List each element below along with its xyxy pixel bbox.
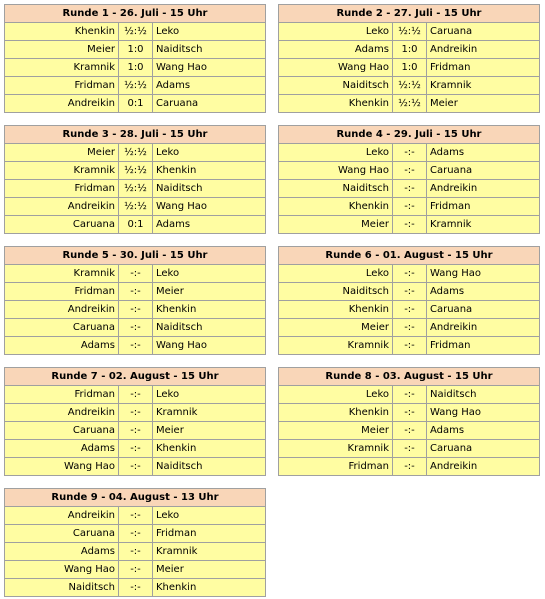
black-player: Wang Hao — [153, 59, 266, 77]
game-result: -:- — [119, 319, 153, 337]
game-result: -:- — [119, 337, 153, 355]
white-player: Andreikin — [5, 95, 119, 113]
white-player: Khenkin — [279, 198, 393, 216]
black-player: Caruana — [427, 440, 540, 458]
game-row — [5, 458, 266, 476]
round-header: Runde 1 - 26. Juli - 15 Uhr — [5, 5, 266, 23]
game-result: -:- — [119, 543, 153, 561]
game-result: ½:½ — [119, 180, 153, 198]
game-row — [279, 440, 540, 458]
game-result: 1:0 — [393, 41, 427, 59]
game-row — [5, 422, 266, 440]
game-row — [5, 180, 266, 198]
game-row — [5, 59, 266, 77]
game-row — [5, 561, 266, 579]
game-result: -:- — [119, 404, 153, 422]
black-player: Kramnik — [427, 216, 540, 234]
game-result: -:- — [393, 216, 427, 234]
white-player: Fridman — [5, 283, 119, 301]
white-player: Khenkin — [279, 404, 393, 422]
game-result: -:- — [119, 422, 153, 440]
black-player: Adams — [153, 216, 266, 234]
black-player: Kramnik — [427, 77, 540, 95]
game-row — [279, 422, 540, 440]
game-result: -:- — [393, 265, 427, 283]
game-result: 0:1 — [119, 216, 153, 234]
black-player: Caruana — [153, 95, 266, 113]
round-table-1 — [4, 4, 266, 113]
white-player: Adams — [5, 337, 119, 355]
round-table-2 — [278, 4, 540, 113]
game-result: -:- — [119, 265, 153, 283]
game-row — [5, 41, 266, 59]
game-result: -:- — [393, 180, 427, 198]
game-row — [5, 404, 266, 422]
game-row — [5, 386, 266, 404]
black-player: Andreikin — [427, 41, 540, 59]
round-header: Runde 5 - 30. Juli - 15 Uhr — [5, 247, 266, 265]
game-row — [5, 77, 266, 95]
round-table-6 — [278, 246, 540, 355]
game-result: ½:½ — [393, 77, 427, 95]
black-player: Kramnik — [153, 543, 266, 561]
game-row — [5, 579, 266, 597]
black-player: Meier — [153, 561, 266, 579]
game-result: -:- — [393, 198, 427, 216]
game-row — [5, 301, 266, 319]
game-row — [5, 216, 266, 234]
round-header: Runde 9 - 04. August - 13 Uhr — [5, 489, 266, 507]
black-player: Caruana — [427, 23, 540, 41]
black-player: Meier — [427, 95, 540, 113]
game-result: -:- — [119, 283, 153, 301]
game-result: ½:½ — [119, 198, 153, 216]
black-player: Fridman — [427, 59, 540, 77]
black-player: Khenkin — [153, 162, 266, 180]
game-result: 0:1 — [119, 95, 153, 113]
game-row — [5, 144, 266, 162]
white-player: Meier — [5, 144, 119, 162]
game-result: -:- — [119, 507, 153, 525]
game-row — [5, 507, 266, 525]
game-row — [5, 319, 266, 337]
white-player: Meier — [279, 216, 393, 234]
round-table-5 — [4, 246, 266, 355]
game-row — [5, 543, 266, 561]
white-player: Caruana — [5, 422, 119, 440]
game-result: ½:½ — [119, 144, 153, 162]
black-player: Adams — [427, 283, 540, 301]
white-player: Naiditsch — [279, 77, 393, 95]
game-result: -:- — [393, 337, 427, 355]
black-player: Wang Hao — [427, 404, 540, 422]
white-player: Wang Hao — [5, 561, 119, 579]
round-header: Runde 2 - 27. Juli - 15 Uhr — [279, 5, 540, 23]
game-result: 1:0 — [119, 41, 153, 59]
game-result: ½:½ — [119, 162, 153, 180]
white-player: Naiditsch — [5, 579, 119, 597]
game-row — [279, 180, 540, 198]
white-player: Wang Hao — [279, 162, 393, 180]
game-row — [279, 77, 540, 95]
game-result: -:- — [393, 162, 427, 180]
game-row — [279, 216, 540, 234]
white-player: Caruana — [5, 319, 119, 337]
game-row — [279, 162, 540, 180]
black-player: Kramnik — [153, 404, 266, 422]
round-header: Runde 8 - 03. August - 15 Uhr — [279, 368, 540, 386]
black-player: Wang Hao — [153, 198, 266, 216]
white-player: Wang Hao — [5, 458, 119, 476]
game-row — [5, 525, 266, 543]
game-result: -:- — [119, 301, 153, 319]
game-row — [279, 198, 540, 216]
game-row — [279, 144, 540, 162]
black-player: Khenkin — [153, 301, 266, 319]
black-player: Adams — [427, 144, 540, 162]
white-player: Khenkin — [279, 301, 393, 319]
black-player: Naiditsch — [427, 386, 540, 404]
game-row — [279, 41, 540, 59]
black-player: Khenkin — [153, 440, 266, 458]
game-row — [5, 337, 266, 355]
game-result: -:- — [393, 386, 427, 404]
black-player: Adams — [427, 422, 540, 440]
game-result: -:- — [393, 404, 427, 422]
black-player: Fridman — [427, 337, 540, 355]
round-header: Runde 4 - 29. Juli - 15 Uhr — [279, 126, 540, 144]
black-player: Wang Hao — [153, 337, 266, 355]
white-player: Kramnik — [5, 162, 119, 180]
game-row — [279, 319, 540, 337]
game-row — [279, 23, 540, 41]
white-player: Adams — [5, 440, 119, 458]
round-table-4 — [278, 125, 540, 234]
black-player: Meier — [153, 283, 266, 301]
round-header: Runde 3 - 28. Juli - 15 Uhr — [5, 126, 266, 144]
game-row — [279, 337, 540, 355]
game-row — [279, 283, 540, 301]
white-player: Khenkin — [279, 95, 393, 113]
game-result: -:- — [393, 301, 427, 319]
game-result: -:- — [393, 283, 427, 301]
black-player: Caruana — [427, 301, 540, 319]
white-player: Meier — [279, 422, 393, 440]
game-result: -:- — [119, 561, 153, 579]
game-result: -:- — [119, 458, 153, 476]
black-player: Leko — [153, 144, 266, 162]
black-player: Andreikin — [427, 458, 540, 476]
black-player: Naiditsch — [153, 458, 266, 476]
round-table-7 — [4, 367, 266, 476]
game-result: -:- — [119, 525, 153, 543]
game-row — [279, 458, 540, 476]
black-player: Naiditsch — [153, 180, 266, 198]
white-player: Kramnik — [5, 59, 119, 77]
white-player: Meier — [279, 319, 393, 337]
round-header: Runde 7 - 02. August - 15 Uhr — [5, 368, 266, 386]
black-player: Caruana — [427, 162, 540, 180]
black-player: Andreikin — [427, 180, 540, 198]
white-player: Andreikin — [5, 404, 119, 422]
white-player: Meier — [5, 41, 119, 59]
white-player: Kramnik — [279, 337, 393, 355]
white-player: Leko — [279, 144, 393, 162]
black-player: Meier — [153, 422, 266, 440]
white-player: Fridman — [5, 77, 119, 95]
game-result: -:- — [119, 386, 153, 404]
game-result: ½:½ — [393, 23, 427, 41]
black-player: Leko — [153, 23, 266, 41]
game-result: -:- — [119, 440, 153, 458]
game-result: -:- — [119, 579, 153, 597]
black-player: Leko — [153, 386, 266, 404]
black-player: Naiditsch — [153, 41, 266, 59]
black-player: Khenkin — [153, 579, 266, 597]
white-player: Fridman — [5, 386, 119, 404]
white-player: Andreikin — [5, 301, 119, 319]
white-player: Naiditsch — [279, 283, 393, 301]
game-row — [5, 162, 266, 180]
game-result: ½:½ — [119, 23, 153, 41]
black-player: Fridman — [153, 525, 266, 543]
black-player: Fridman — [427, 198, 540, 216]
game-row — [279, 265, 540, 283]
game-row — [279, 404, 540, 422]
white-player: Andreikin — [5, 198, 119, 216]
game-row — [279, 59, 540, 77]
game-result: -:- — [393, 440, 427, 458]
white-player: Leko — [279, 265, 393, 283]
round-table-3 — [4, 125, 266, 234]
game-result: -:- — [393, 144, 427, 162]
game-row — [279, 386, 540, 404]
black-player: Leko — [153, 507, 266, 525]
white-player: Kramnik — [279, 440, 393, 458]
black-player: Naiditsch — [153, 319, 266, 337]
game-row — [5, 283, 266, 301]
black-player: Adams — [153, 77, 266, 95]
black-player: Leko — [153, 265, 266, 283]
game-result: 1:0 — [119, 59, 153, 77]
white-player: Adams — [5, 543, 119, 561]
white-player: Fridman — [279, 458, 393, 476]
white-player: Leko — [279, 23, 393, 41]
game-row — [5, 95, 266, 113]
game-row — [5, 198, 266, 216]
game-result: -:- — [393, 458, 427, 476]
game-row — [279, 95, 540, 113]
white-player: Caruana — [5, 525, 119, 543]
game-result: -:- — [393, 319, 427, 337]
white-player: Khenkin — [5, 23, 119, 41]
game-row — [5, 265, 266, 283]
round-table-8 — [278, 367, 540, 476]
white-player: Adams — [279, 41, 393, 59]
white-player: Naiditsch — [279, 180, 393, 198]
white-player: Wang Hao — [279, 59, 393, 77]
round-table-9 — [4, 488, 266, 597]
white-player: Leko — [279, 386, 393, 404]
game-result: 1:0 — [393, 59, 427, 77]
black-player: Wang Hao — [427, 265, 540, 283]
white-player: Kramnik — [5, 265, 119, 283]
game-result: -:- — [393, 422, 427, 440]
white-player: Fridman — [5, 180, 119, 198]
game-row — [279, 301, 540, 319]
black-player: Andreikin — [427, 319, 540, 337]
game-result: ½:½ — [393, 95, 427, 113]
game-row — [5, 440, 266, 458]
game-result: ½:½ — [119, 77, 153, 95]
white-player: Caruana — [5, 216, 119, 234]
white-player: Andreikin — [5, 507, 119, 525]
game-row — [5, 23, 266, 41]
round-header: Runde 6 - 01. August - 15 Uhr — [279, 247, 540, 265]
